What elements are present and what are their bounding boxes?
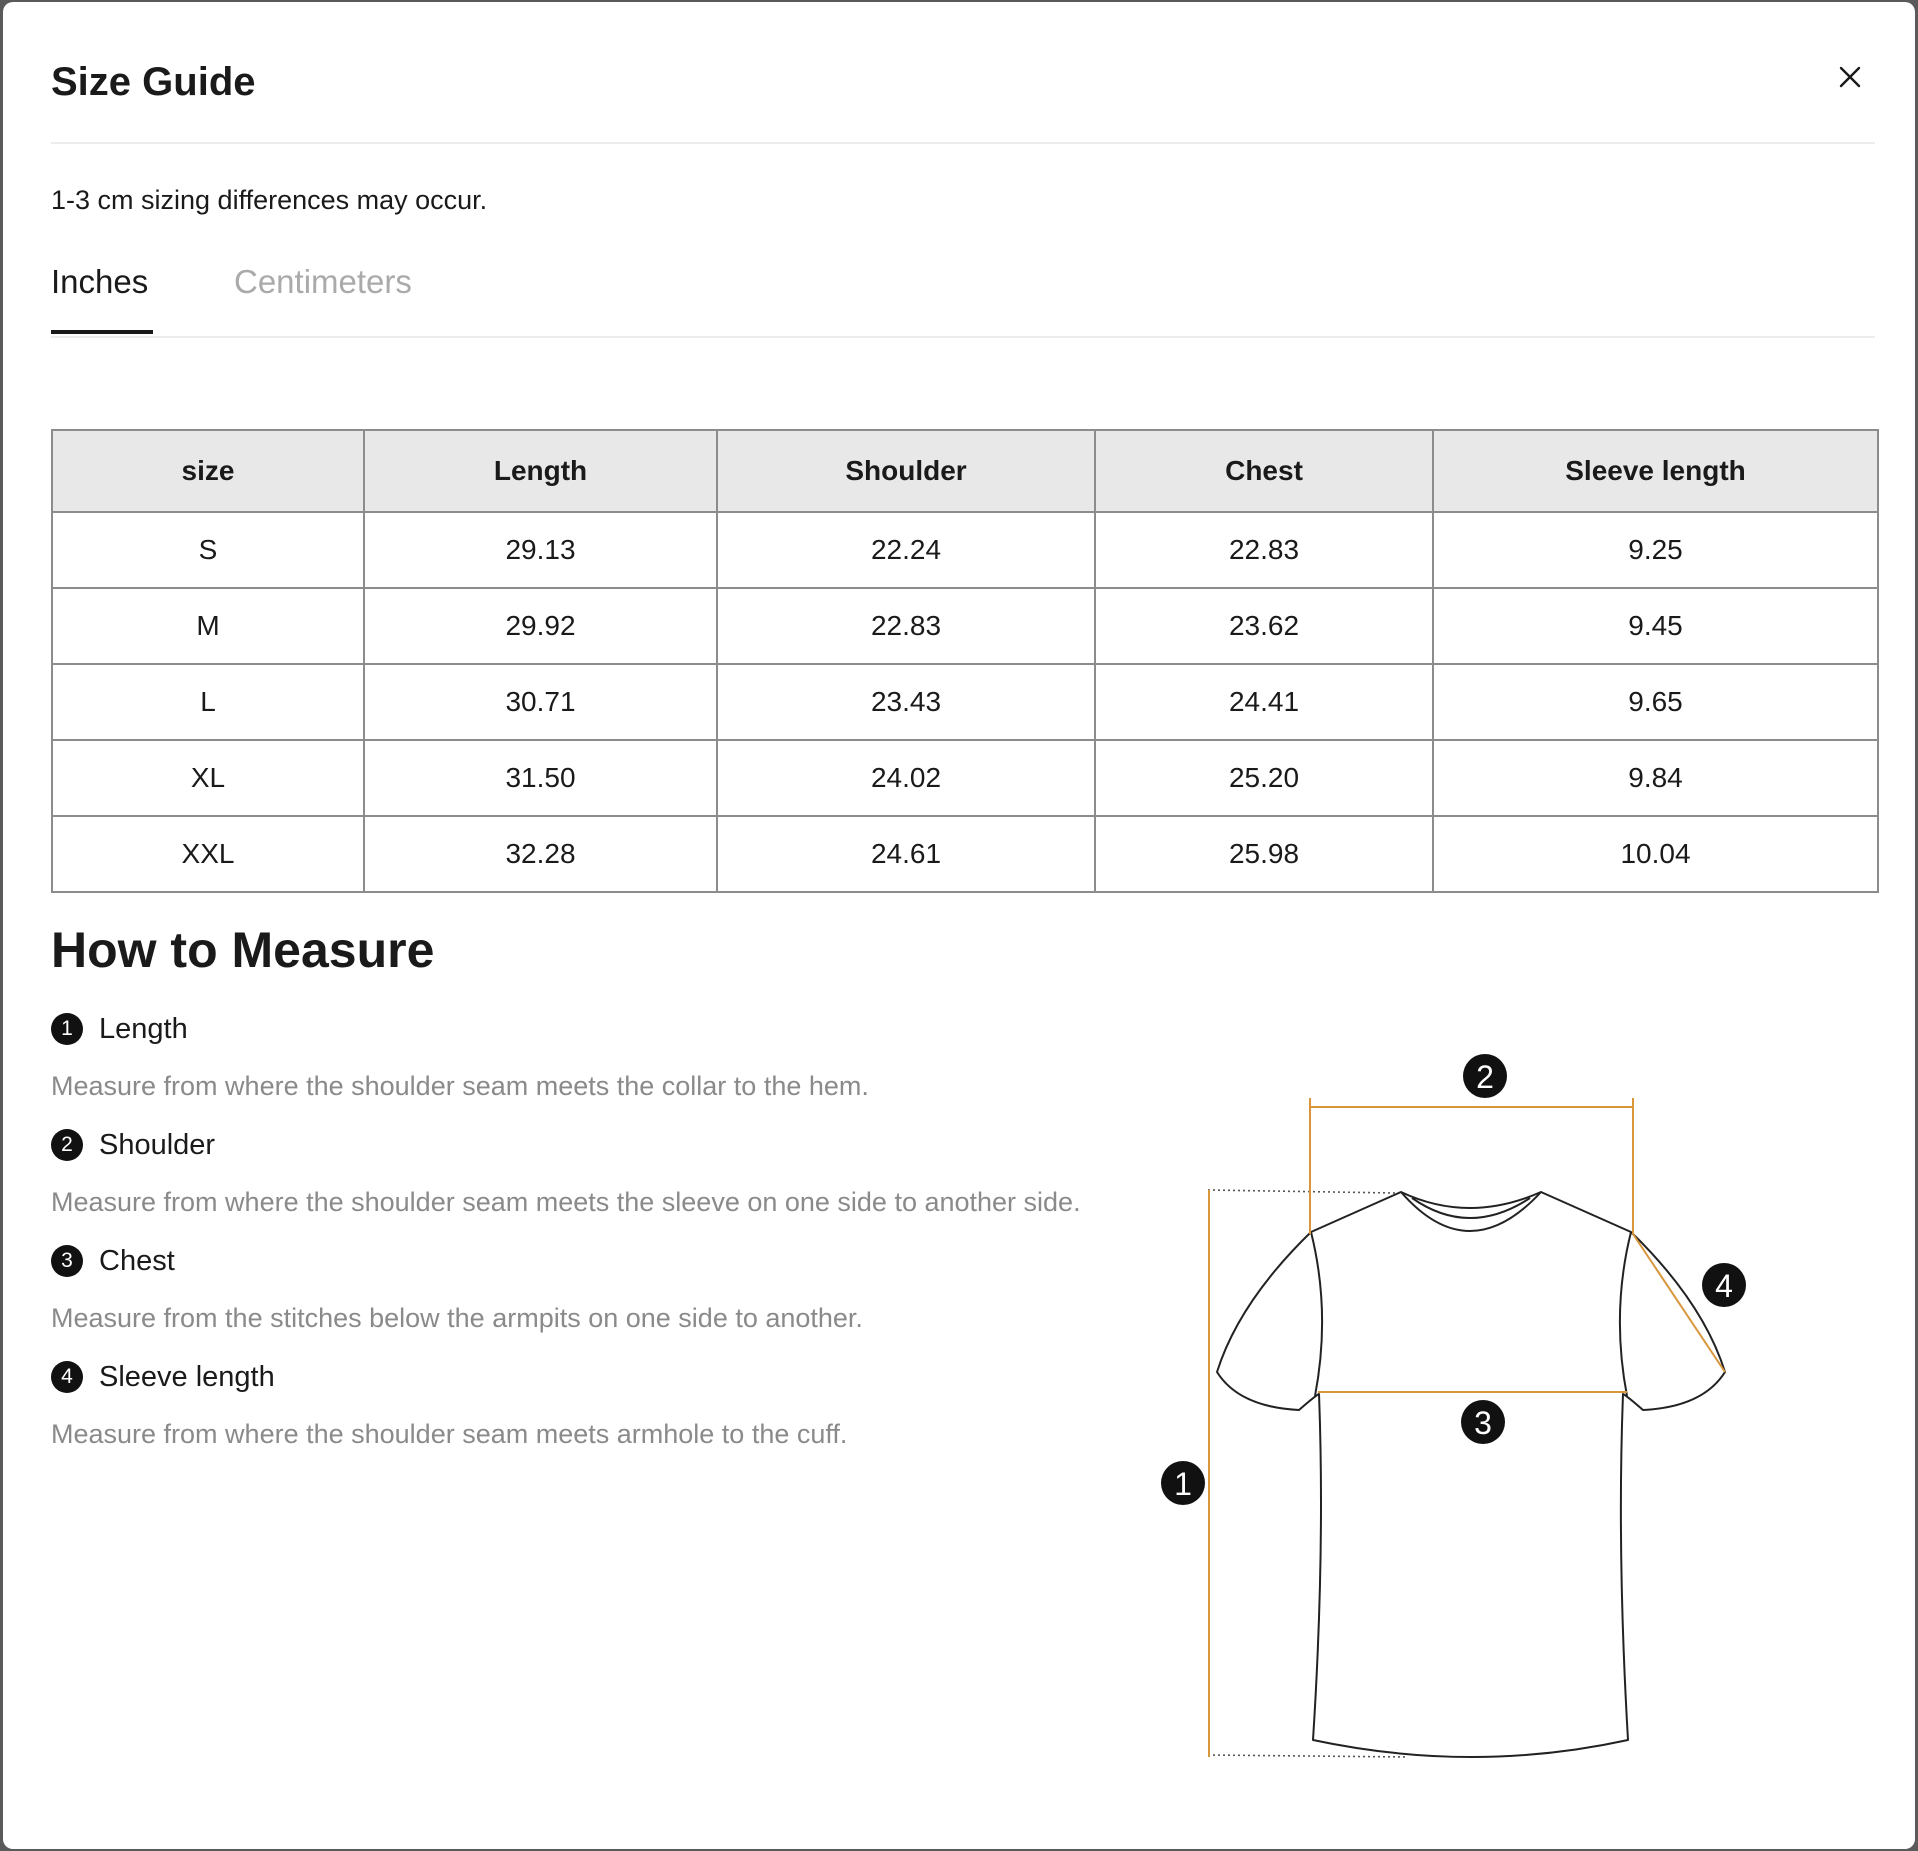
cell-size: L (52, 664, 364, 740)
cell-sleeve-length: 9.25 (1433, 512, 1878, 588)
cell-chest: 25.98 (1095, 816, 1433, 892)
svg-text:2: 2 (1476, 1059, 1494, 1095)
cell-size: XXL (52, 816, 364, 892)
cell-shoulder: 23.43 (717, 664, 1095, 740)
measure-item-length (51, 1009, 869, 1102)
active-tab-indicator (51, 330, 153, 334)
number-badge: 1 (51, 1013, 83, 1045)
table-row (52, 588, 1878, 664)
measure-label: Shoulder (99, 1128, 216, 1161)
marker-3 (1461, 1400, 1505, 1444)
cell-length: 29.92 (364, 588, 717, 664)
tab-centimeters[interactable]: Centimeters (234, 263, 412, 300)
cell-sleeve-length: 9.45 (1433, 588, 1878, 664)
marker-4 (1702, 1263, 1746, 1307)
marker-1 (1161, 1461, 1205, 1505)
close-button[interactable] (1833, 60, 1867, 94)
how-to-measure-title: How to Measure (51, 922, 435, 978)
number-badge: 4 (51, 1361, 83, 1393)
size-table (51, 429, 1879, 893)
measure-description: Measure from where the shoulder seam meets the sleeve on one side to another side. (51, 1187, 1081, 1217)
cell-shoulder: 22.83 (717, 588, 1095, 664)
table-row (52, 512, 1878, 588)
svg-text:3: 3 (1474, 1405, 1492, 1441)
unit-tabs (51, 252, 1875, 338)
cell-length: 29.13 (364, 512, 717, 588)
header-sleeve-length: Sleeve length (1433, 430, 1878, 512)
measure-item-chest (51, 1241, 863, 1334)
svg-text:4: 4 (1715, 1268, 1733, 1304)
sleeve-measure-line (1633, 1234, 1725, 1372)
table-row (52, 740, 1878, 816)
measure-description: Measure from the stitches below the armpits on one side to another. (51, 1303, 863, 1333)
cell-length: 30.71 (364, 664, 717, 740)
cell-shoulder: 24.02 (717, 740, 1095, 816)
header-chest: Chest (1095, 430, 1433, 512)
cell-size: XL (52, 740, 364, 816)
cell-chest: 23.62 (1095, 588, 1433, 664)
header-divider (51, 142, 1875, 144)
header-size: size (52, 430, 364, 512)
header-length: Length (364, 430, 717, 512)
bottom-reference-line (1208, 1755, 1408, 1757)
cell-size: S (52, 512, 364, 588)
number-badge: 3 (51, 1245, 83, 1277)
size-guide-modal (3, 2, 1915, 1849)
tab-inches[interactable]: Inches (51, 263, 149, 300)
top-reference-line (1208, 1190, 1395, 1193)
marker-2 (1463, 1054, 1507, 1098)
cell-sleeve-length: 10.04 (1433, 816, 1878, 892)
measure-description: Measure from where the shoulder seam meets armhole to the cuff. (51, 1419, 848, 1449)
tshirt-measurement-diagram (1143, 1042, 1763, 1782)
header-shoulder: Shoulder (717, 430, 1095, 512)
close-icon (1833, 60, 1867, 94)
measure-item-shoulder (51, 1125, 1081, 1218)
svg-text:1: 1 (1174, 1466, 1192, 1502)
sizing-note: 1-3 cm sizing differences may occur. (51, 185, 488, 215)
cell-shoulder: 24.61 (717, 816, 1095, 892)
tshirt-outline (1217, 1192, 1725, 1757)
cell-sleeve-length: 9.65 (1433, 664, 1878, 740)
cell-sleeve-length: 9.84 (1433, 740, 1878, 816)
cell-size: M (52, 588, 364, 664)
table-row (52, 664, 1878, 740)
cell-chest: 25.20 (1095, 740, 1433, 816)
cell-shoulder: 22.24 (717, 512, 1095, 588)
table-header-row (52, 430, 1878, 512)
measure-label: Length (99, 1012, 188, 1045)
modal-title: Size Guide (51, 60, 256, 104)
cell-chest: 22.83 (1095, 512, 1433, 588)
table-row (52, 816, 1878, 892)
cell-length: 31.50 (364, 740, 717, 816)
measure-label: Sleeve length (99, 1360, 275, 1393)
measure-description: Measure from where the shoulder seam meets the collar to the hem. (51, 1071, 869, 1101)
cell-chest: 24.41 (1095, 664, 1433, 740)
measure-item-sleeve-length (51, 1357, 847, 1450)
number-badge: 2 (51, 1129, 83, 1161)
cell-length: 32.28 (364, 816, 717, 892)
measure-label: Chest (99, 1244, 175, 1277)
